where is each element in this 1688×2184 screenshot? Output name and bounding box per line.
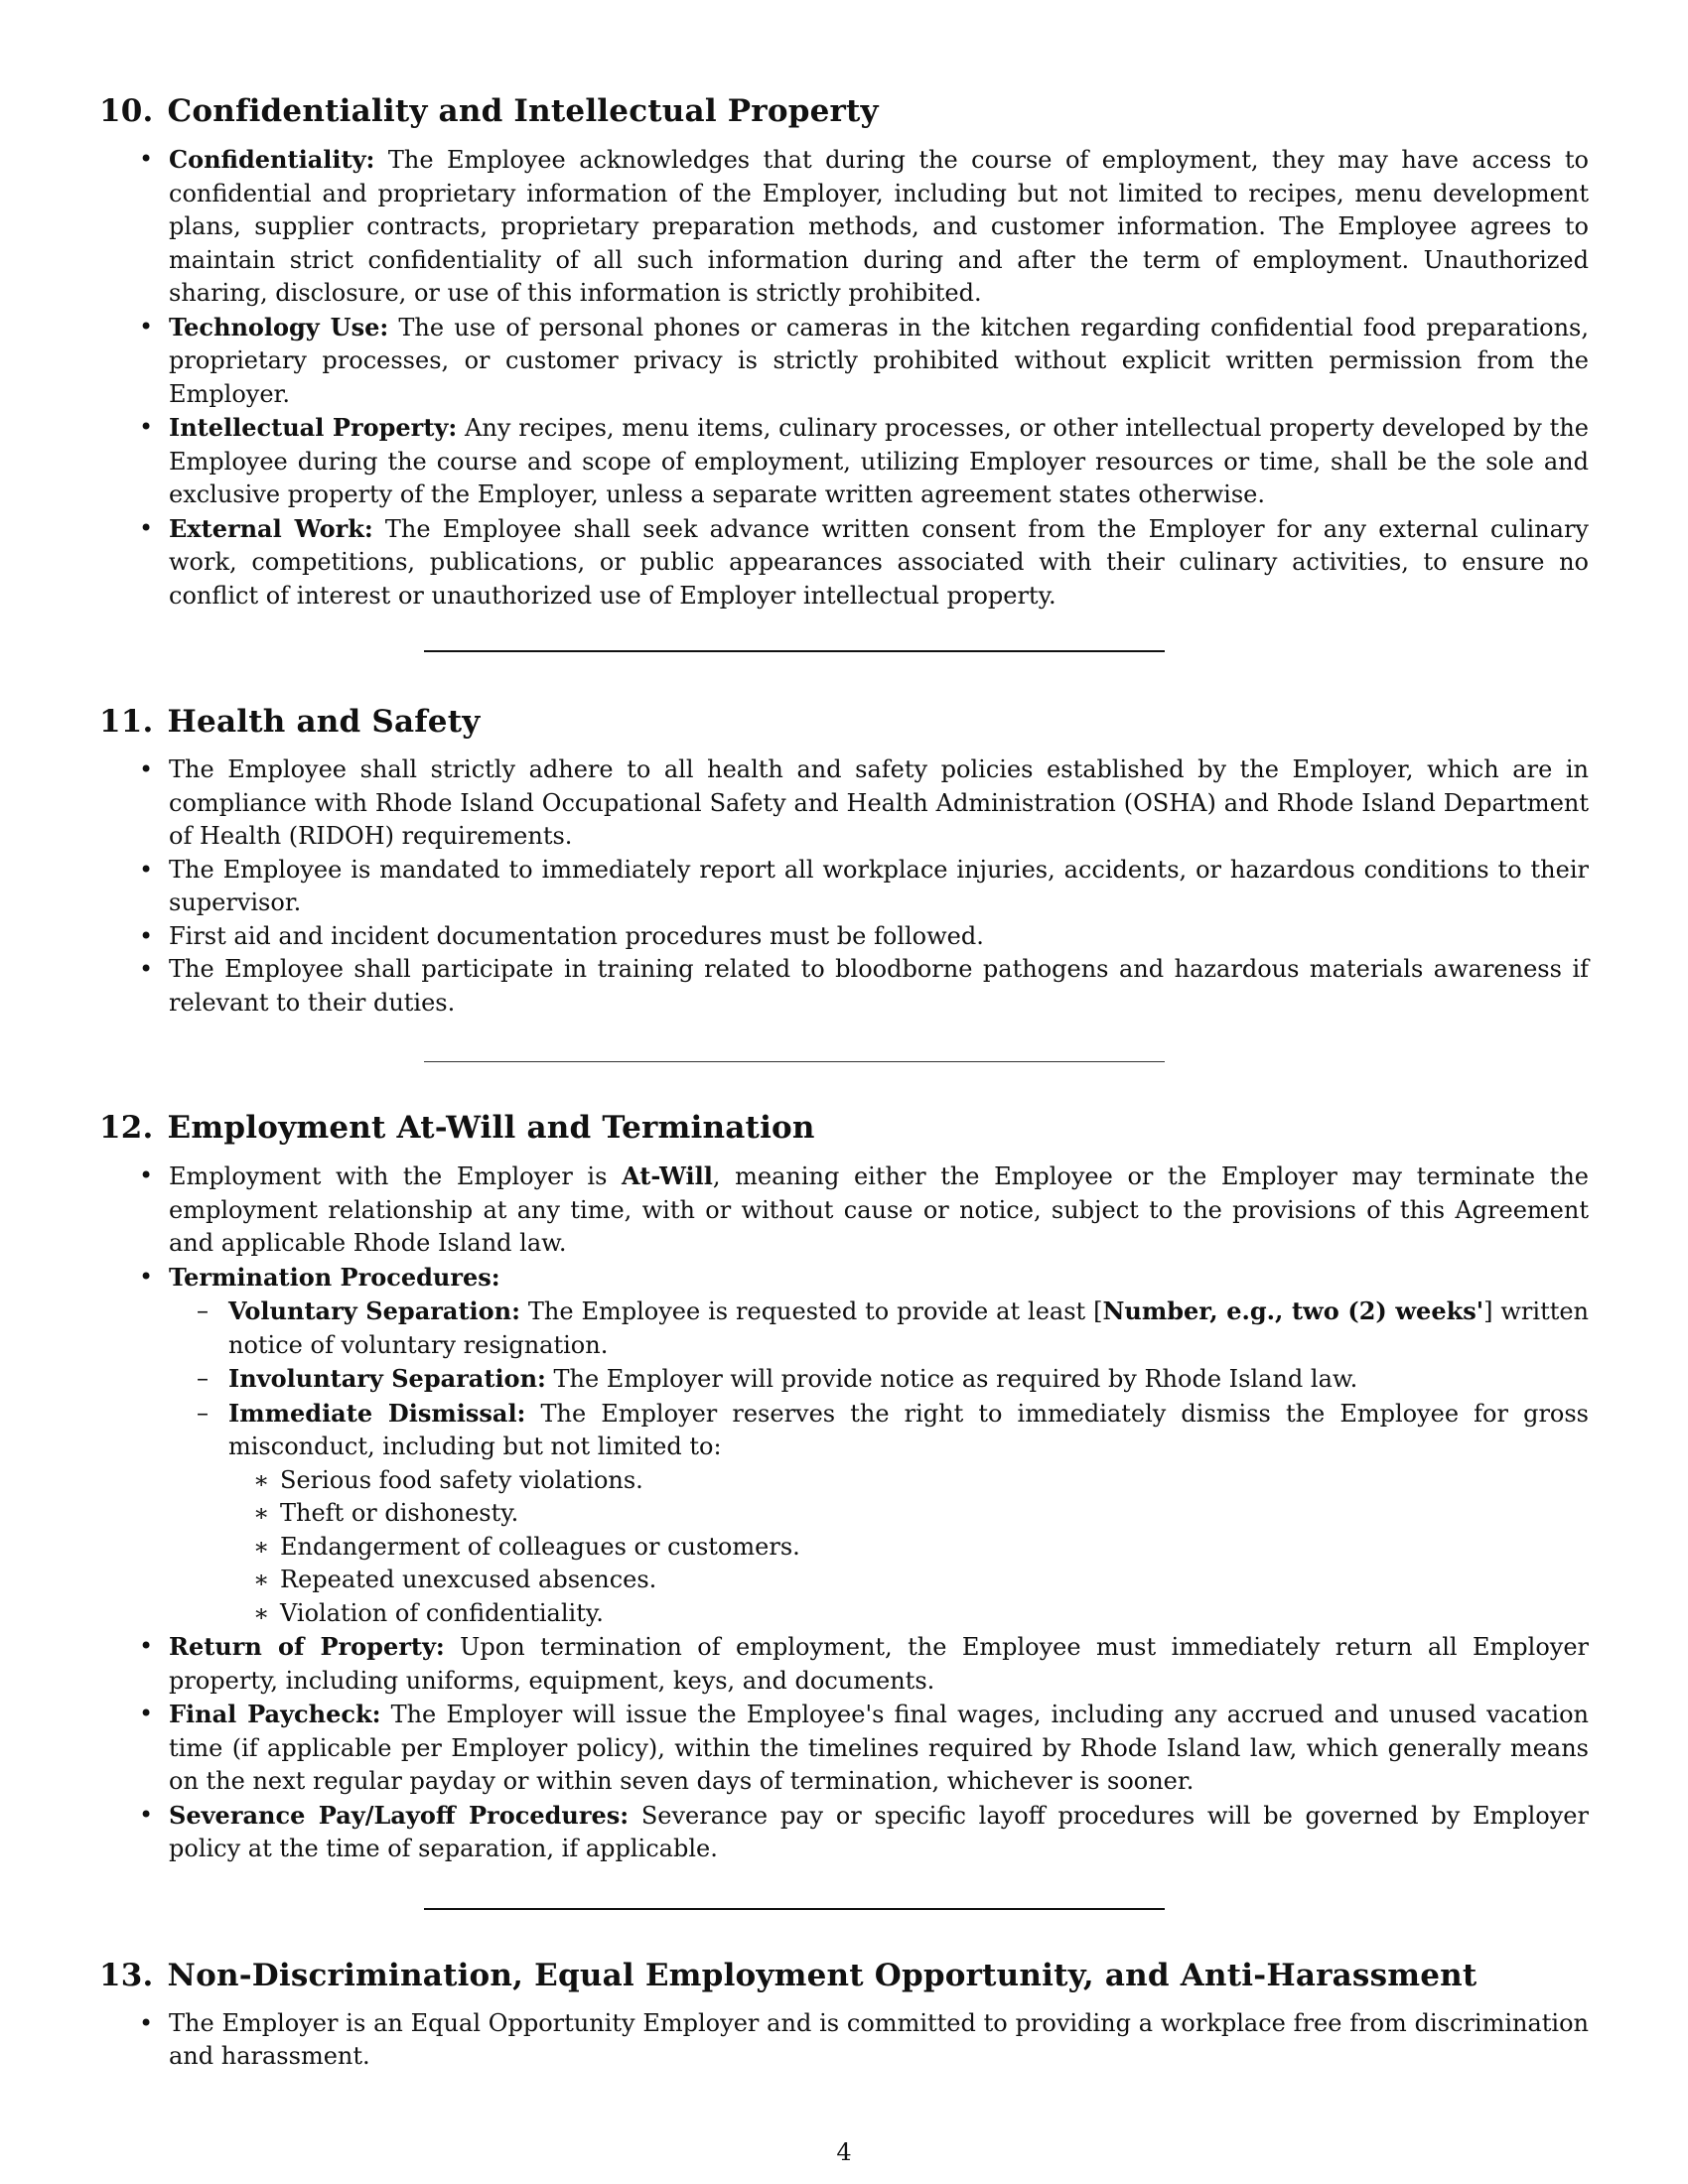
dismissal-reason: ∗ Theft or dishonesty. — [280, 1497, 1589, 1531]
item-emphasis: At-Will — [622, 1161, 713, 1190]
list-item-at-will — [169, 1160, 1589, 1261]
item-label: Immediate Dismissal: — [228, 1398, 526, 1428]
item-label: External Work: — [169, 513, 373, 543]
item-text: The Employer reserves the right to immediately dismiss the Employee for gross misconduct, including but not limited to: — [228, 1399, 1589, 1460]
section-non-discrimination — [99, 1956, 1589, 2074]
list-item — [169, 311, 1589, 412]
item-label: Technology Use: — [169, 312, 389, 341]
sub-list — [169, 1295, 1589, 1630]
list-item: • The Employee shall participate in training related to bloodborne pathogens and hazardous materials awareness if relevant to their duties. — [169, 953, 1589, 1020]
sub-item-voluntary — [228, 1295, 1589, 1362]
list-item — [169, 1799, 1589, 1866]
bullet-list — [99, 1160, 1589, 1866]
section-title: Confidentiality and Intellectual Property — [167, 93, 879, 129]
list-item — [169, 512, 1589, 614]
section-heading — [99, 91, 1589, 131]
item-label: Confidentiality: — [169, 145, 375, 174]
item-text: , meaning either the Employee or the Employer may terminate the employment relationship at any time, with or without cause or notice, subject to the provisions of this Agreement and applicable Rhode Island law. — [169, 1162, 1590, 1257]
section-termination — [99, 1108, 1589, 1910]
list-item-termination-procedures — [169, 1261, 1589, 1631]
item-text: The use of personal phones or cameras in the kitchen regarding confidential food preparations, proprietary processes, or customer privacy is strictly prohibited without explicit written permission from the Employer. — [169, 313, 1589, 408]
list-item: • The Employee shall strictly adhere to all health and safety policies established by the Employer, which are in compliance with Rhode Island Occupational Safety and Health Administration (OSHA) and Rhode Island Department of Health (RIDOH) requirements. — [169, 753, 1589, 854]
section-title: Non-Discrimination, Equal Employment Opportunity, and Anti-Harassment — [167, 1957, 1477, 1993]
list-item — [169, 1630, 1589, 1698]
item-label: Termination Procedures: — [169, 1262, 500, 1292]
dismissal-reasons — [228, 1464, 1589, 1631]
section-confidentiality — [99, 91, 1589, 652]
placeholder-notice-period: Number, e.g., two (2) weeks' — [1102, 1297, 1484, 1325]
section-number: 13. — [99, 1957, 154, 1993]
item-label: Severance Pay/Layoff Procedures: — [169, 1800, 630, 1830]
list-item: • First aid and incident documentation procedures must be followed. — [169, 920, 1589, 954]
item-text: Employment with the Employer is — [169, 1162, 623, 1190]
bullet-list — [99, 2007, 1589, 2074]
list-item — [169, 1698, 1589, 1799]
page-number: 4 — [836, 2138, 852, 2166]
item-text: Any recipes, menu items, culinary processes, or other intellectual property developed by the Employee during the course and scope of employment, utilizing Employer resources or time, shall be the sole and exclusive property of the Employer, unless a separate written agreement states otherwise. — [169, 414, 1589, 508]
item-text: ] written notice of voluntary resignation. — [228, 1297, 1590, 1359]
section-divider — [424, 1908, 1165, 1910]
dismissal-reason: ∗ Endangerment of colleagues or customers. — [280, 1531, 1589, 1565]
section-heading — [99, 1956, 1589, 1995]
dismissal-reason: ∗ Serious food safety violations. — [280, 1464, 1589, 1498]
sub-item-dismissal — [228, 1397, 1589, 1631]
section-title: Employment At-Will and Termination — [167, 1110, 815, 1146]
section-number: 12. — [99, 1110, 154, 1146]
item-label: Return of Property: — [169, 1632, 445, 1661]
item-text: Upon termination of employment, the Employee must immediately return all Employer property, including uniforms, equipment, keys, and documents. — [169, 1633, 1590, 1695]
item-label: Final Paycheck: — [169, 1700, 381, 1728]
item-label: Involuntary Separation: — [228, 1364, 546, 1393]
item-text: The Employer will issue the Employee's final wages, including any accrued and unused vacation time (if applicable per Employer policy), within the timelines required by Rhode Island law, which generally means on the next regular payday or within seven days of termination, whichever is sooner. — [169, 1701, 1590, 1795]
dismissal-reason: ∗ Violation of confidentiality. — [280, 1597, 1589, 1631]
list-item: • The Employer is an Equal Opportunity Employer and is committed to providing a workplace free from discrimination and harassment. — [169, 2007, 1589, 2074]
section-number: 10. — [99, 93, 154, 129]
item-text: The Employer will provide notice as required by Rhode Island law. — [545, 1365, 1358, 1393]
item-text: The Employee shall seek advance written consent from the Employer for any external culinary work, competitions, publications, or public appearances associated with their culinary activities, to ensure no conflict of interest or unauthorized use of Employer intellectual property. — [169, 514, 1589, 610]
bullet-list — [99, 753, 1589, 1020]
section-heading — [99, 702, 1589, 742]
item-label: Intellectual Property: — [169, 413, 458, 442]
item-text: The Employee acknowledges that during the course of employment, they may have access to confidential and proprietary information of the Employer, including but not limited to recipes, menu development plans, supplier contracts, proprietary preparation methods, and customer information. The Employee agrees to maintain strict confidentiality of all such information during and after the term of employment. Unauthorized sharing, disclosure, or use of this information is strictly prohibited. — [169, 146, 1589, 307]
item-text: The Employee is requested to provide at least [ — [519, 1297, 1103, 1325]
item-label: Voluntary Separation: — [228, 1297, 520, 1325]
list-item — [169, 411, 1589, 512]
dismissal-reason: ∗ Repeated unexcused absences. — [280, 1564, 1589, 1597]
item-text: Severance pay or specific layoff procedures will be governed by Employer policy at the time of separation, if applicable. — [169, 1801, 1589, 1862]
section-number: 11. — [99, 704, 154, 740]
section-health-safety — [99, 702, 1589, 1062]
bullet-list — [99, 143, 1589, 613]
list-item — [169, 143, 1589, 311]
list-item: • The Employee is mandated to immediately report all workplace injuries, accidents, or hazardous conditions to their supervisor. — [169, 854, 1589, 920]
section-divider — [424, 650, 1165, 652]
section-title: Health and Safety — [167, 704, 481, 740]
document-page — [99, 91, 1589, 2074]
sub-item-involuntary — [228, 1362, 1589, 1397]
section-heading — [99, 1108, 1589, 1148]
section-divider — [424, 1061, 1165, 1062]
